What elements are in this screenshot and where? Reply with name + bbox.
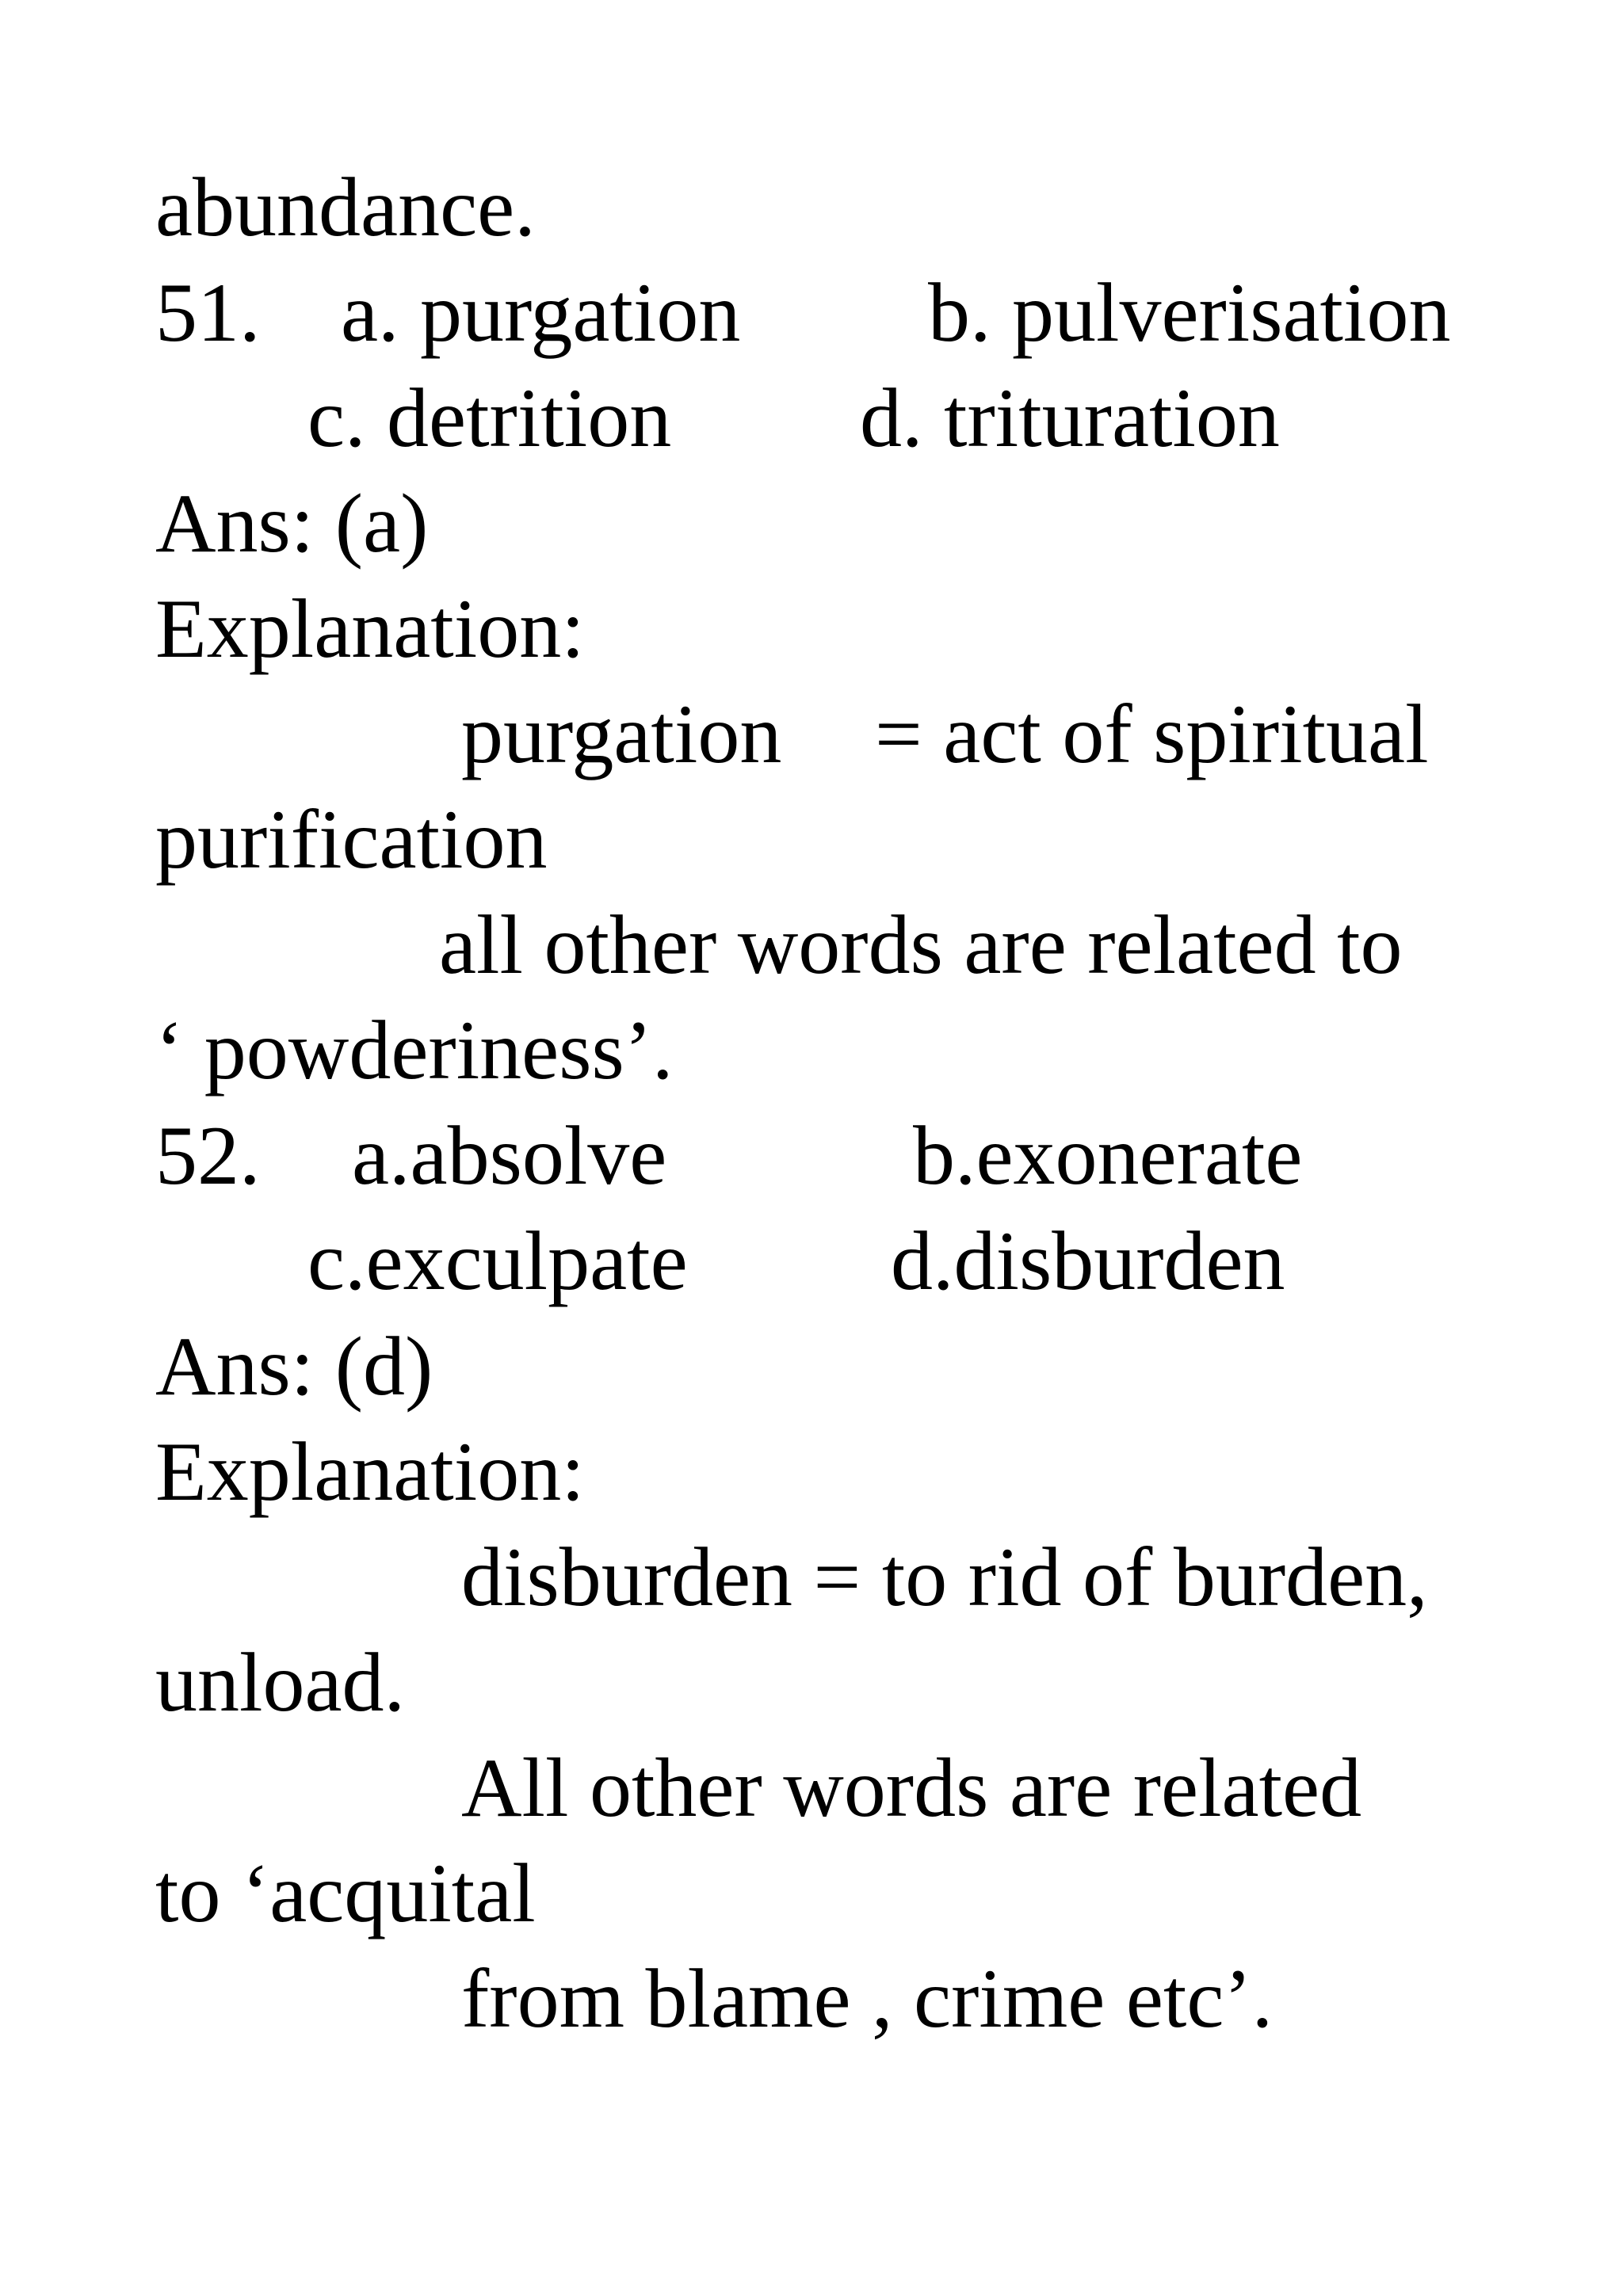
option-52a: a.absolve — [352, 1109, 667, 1202]
explanation-definition-51: = act of spiritual — [875, 688, 1429, 780]
option-52c: c.exculpate — [307, 1215, 688, 1307]
answer-52: Ans: (d) — [155, 1320, 433, 1413]
option-51b: b. pulverisation — [928, 266, 1451, 359]
option-51a: a. purgation — [341, 266, 741, 359]
answer-51: Ans: (a) — [155, 477, 429, 570]
explanation-definition-52: disburden = to rid of burden, — [461, 1531, 1428, 1623]
option-52d: d.disburden — [891, 1215, 1285, 1307]
question-number-52: 52. — [155, 1109, 261, 1202]
option-52b: b.exonerate — [913, 1109, 1303, 1202]
explanation-heading-52: Explanation: — [155, 1425, 585, 1518]
explanation-term-51: purgation — [461, 688, 782, 780]
explanation-heading-51: Explanation: — [155, 582, 585, 675]
text-line: All other words are related — [461, 1741, 1362, 1834]
option-51c: c. detrition — [307, 372, 672, 464]
option-51d: d. trituration — [860, 372, 1280, 464]
text-line: to ‘acquital — [155, 1847, 536, 1939]
text-line: unload. — [155, 1636, 405, 1729]
text-line: all other words are related to — [439, 898, 1403, 991]
text-line: abundance. — [155, 161, 536, 254]
question-number-51: 51. — [155, 266, 261, 359]
text-line: from blame , crime etc’. — [461, 1952, 1274, 2045]
text-line: purification — [155, 793, 548, 886]
text-line: ‘ powderiness’. — [155, 1004, 674, 1097]
